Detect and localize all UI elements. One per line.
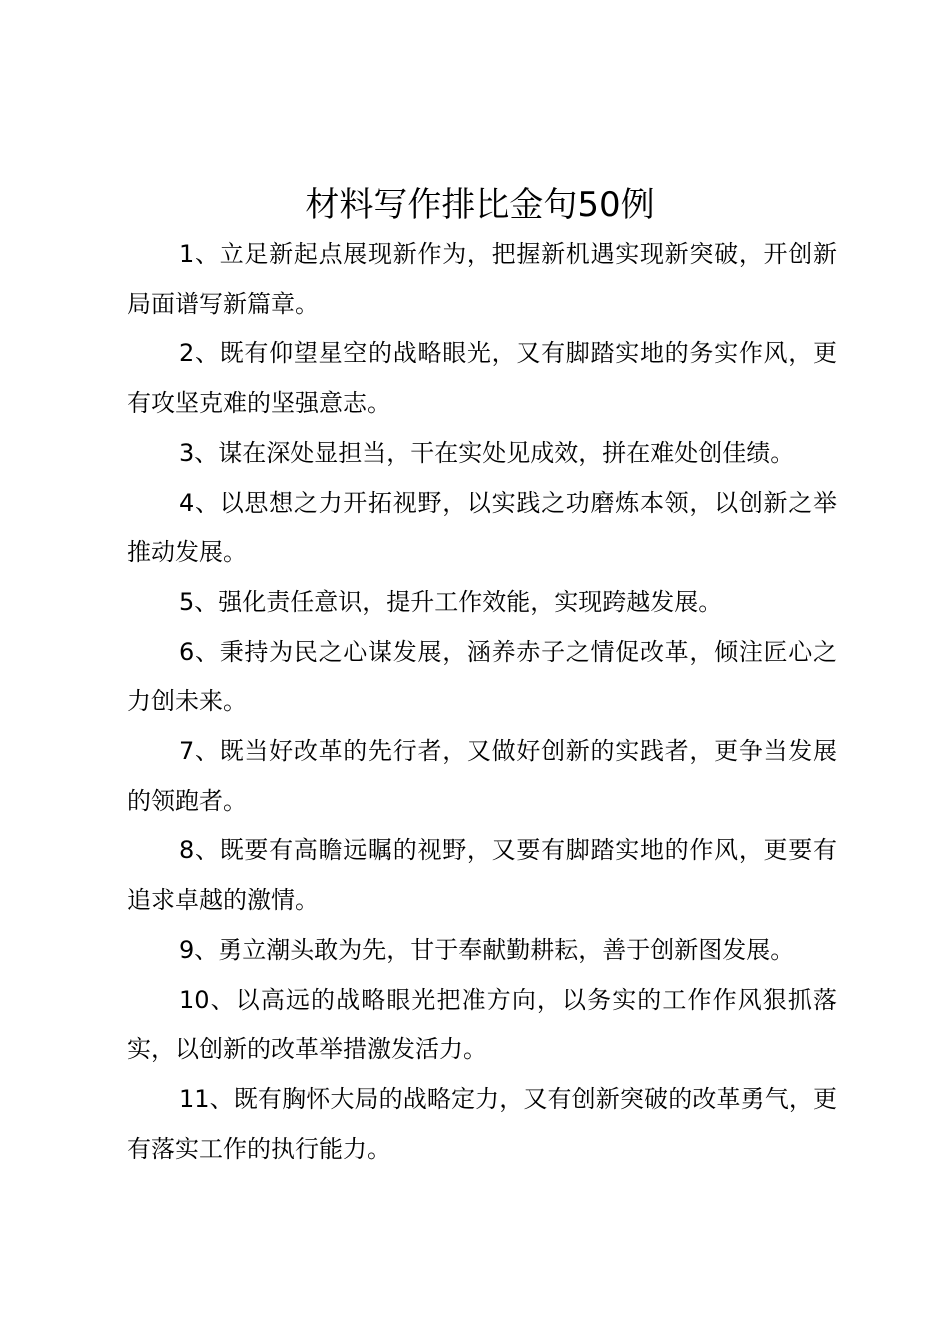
list-item: 1、立足新起点展现新作为，把握新机遇实现新突破，开创新局面谱写新篇章。 — [127, 240, 837, 318]
sentence-list — [127, 230, 837, 1174]
list-item: 10、以高远的战略眼光把准方向，以务实的工作作风狠抓落实，以创新的改革举措激发活力。 — [127, 985, 837, 1064]
list-item: 6、秉持为民之心谋发展，涵养赤子之情促改革，倾注匠心之力创未来。 — [127, 637, 837, 716]
list-item: 2、既有仰望星空的战略眼光，又有脚踏实地的务实作风，更有攻坚克难的坚强意志。 — [127, 339, 837, 418]
list-item: 7、既当好改革的先行者，又做好创新的实践者，更争当发展的领跑者。 — [127, 737, 837, 815]
list-item: 8、既要有高瞻远瞩的视野，又要有脚踏实地的作风，更要有追求卓越的激情。 — [127, 836, 837, 915]
list-item: 5、强化责任意识，提升工作效能，实现跨越发展。 — [179, 587, 723, 616]
document-title: 材料写作排比金句50例 — [305, 185, 655, 225]
list-item: 3、谋在深处显担当，干在实处见成效，拼在难处创佳绩。 — [179, 438, 795, 467]
list-item: 4、以思想之力开拓视野，以实践之功磨炼本领，以创新之举推动发展。 — [127, 488, 837, 567]
list-item: 11、既有胸怀大局的战略定力，又有创新突破的改革勇气，更有落实工作的执行能力。 — [127, 1084, 837, 1163]
list-item: 9、勇立潮头敢为先，甘于奉献勤耕耘，善于创新图发展。 — [179, 935, 795, 964]
